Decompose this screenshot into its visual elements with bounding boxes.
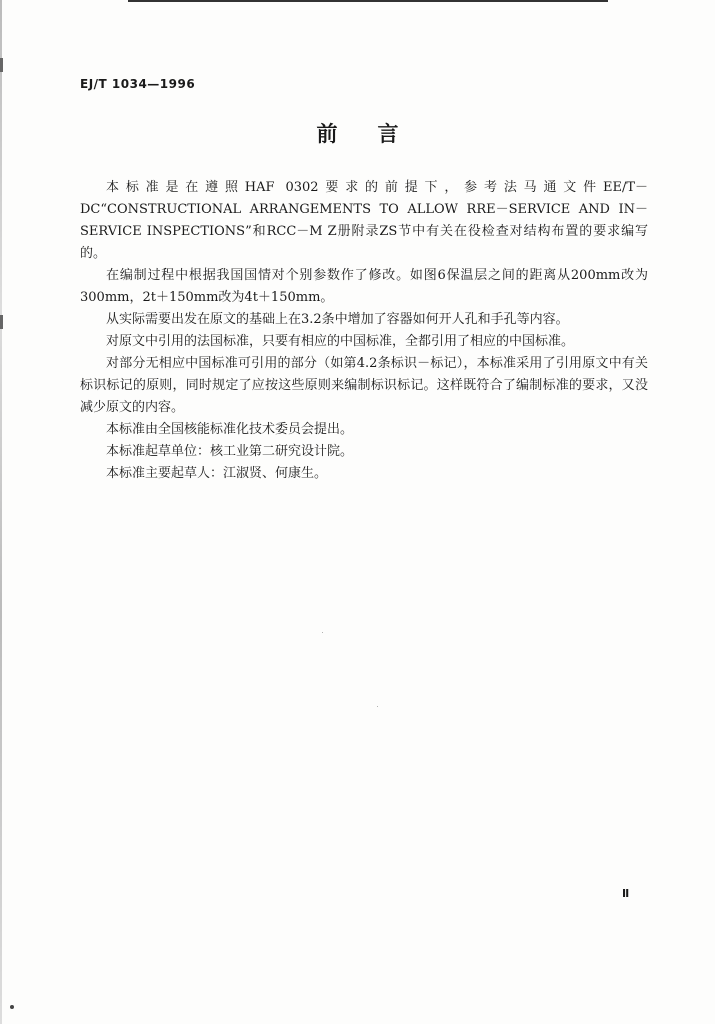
page-title: 前言 [316,121,439,146]
paragraph: 从实际需要出发在原文的基础上在3.2条中增加了容器如何开人孔和手孔等内容。 [106,312,569,327]
scan-speck [322,632,323,633]
scan-speck [377,706,378,707]
paragraph: 本标准由全国核能标准化技术委员会提出。 [106,422,354,437]
page-number: Ⅱ [622,887,630,900]
paragraph: 对部分无相应中国标准可引用的部分（如第4.2条标识－标记），本标准采用了引用原文中有关标识标记的原则，同时规定了应按这些原则来编制标识标记。这样既符合了编制标准的要求，又没减少原文的内容。 [80,356,648,415]
scan-mark [0,315,3,329]
paragraph: 本标准起草单位：核工业第二研究设计院。 [106,444,354,459]
paragraph: 对原文中引用的法国标准，只要有相应的中国标准，全都引用了相应的中国标准。 [106,334,575,349]
paragraph: 本标准主要起草人：江淑贤、何康生。 [106,466,328,481]
paragraph: 在编制过程中根据我国国情对个别参数作了修改。如图6保温层之间的距离从200mm改为300mm，2t＋150mm改为4t＋150mm。 [80,268,648,305]
scan-top-border [128,0,608,2]
scan-mark [0,58,3,72]
paragraph: 本标准是在遵照HAF 0302要求的前提下，参考法马通文件EE/T－DC“CONSTRUCTIONAL ARRANGEMENTS TO ALLOW RRE－SERVICE AND IN－SERVICE INSPECTIONS”和RCC－M Z册附录ZS节中有关在役检查对结构布置的要求编写的。 [80,180,648,261]
scan-left-edge [0,0,2,1024]
document-code: EJ/T 1034—1996 [80,77,196,91]
foreword-body [80,177,648,485]
scan-speck [10,1005,14,1009]
